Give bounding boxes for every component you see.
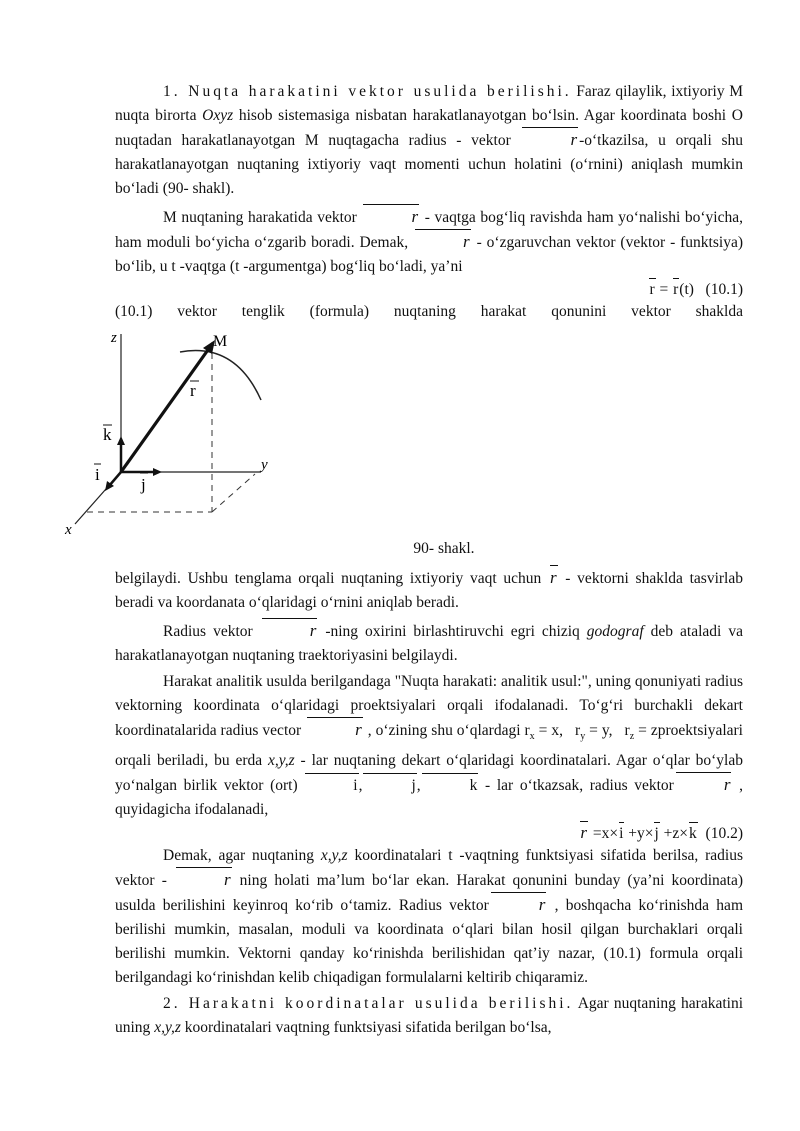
unit-vector-j-symbol: j [362, 774, 416, 798]
radius-vector-symbol: r [305, 718, 364, 742]
radius-vector-symbol: r [489, 893, 548, 917]
label-r: r [190, 381, 196, 401]
equation-number: (10.2) [705, 824, 743, 842]
radius-vector-symbol: r [674, 773, 733, 797]
paragraph-4: belgilaydi. Ushbu tenglama orqali nuqtaning ixtiyoriy vaqt uchun r - vektorni shaklda tasvirlab beradi va koordanata o‘qlaridagi o‘rnini aniqlab beradi. [115, 567, 743, 611]
label-k: k [103, 425, 112, 445]
radius-vector-symbol: r [361, 205, 420, 229]
label-j: j [141, 475, 146, 495]
section-heading-2: 2. Harakatni koordinatalar usulida berilishi. [163, 995, 574, 1013]
paragraph-1: 1. Nuqta harakatini vektor usulida berilishi. Faraz qilaylik, ixtiyoriy M nuqta birorta Oxyz hisob sistemasiga nisbatan harakatlanayotgan bo‘lsin. Agar koordinata boshi O nuqtadan harakatlanayotgan M nuqtagacha radius - vektor r -o‘tkazilsa, u orqali shu harakatlanayotgan nuqtaning ixtiyoriy vaqt momenti uchun holatini (o‘rnini) aniqlash mumkin bo‘ladi (90- shakl). [115, 83, 743, 197]
section-heading-1: 1. Nuqta harakatini vektor usulida berilishi. [163, 83, 572, 100]
projection-y [212, 474, 255, 512]
paragraph-8: 2. Harakatni koordinatalar usulida berilishi. Agar nuqtaning harakatini uning x,y,z koordinatalari vaqtning funktsiyasi sifatida berilgan bo‘lsa, [115, 995, 743, 1037]
radius-vector-symbol: r [520, 128, 579, 152]
label-i: i [95, 465, 100, 485]
figure-caption: 90- shakl. [413, 540, 475, 558]
label-x: x [65, 522, 72, 539]
unit-vector-j-arrowhead [153, 468, 162, 476]
paragraph-2: M nuqtaning harakatida vektor r - vaqtga bog‘liq ravishda ham yo‘nalishi bo‘yicha, ham moduli bo‘yicha o‘zgarib boradi. Demak, r - o‘zgaruvchan vektor (vektor - funktsiya) bo‘lib, u t -vaqtga (t -argumentga) bog‘liq bo‘ladi, ya’ni [115, 207, 743, 275]
equation-number: (10.1) [705, 281, 743, 298]
paragraph-5: Radius vektor r -ning oxirini birlashtiruvchi egri chiziq godograf deb ataladi va harakatlanayotgan nuqtaning traektoriyasini belgilaydi. [115, 620, 743, 664]
paragraph-6: Harakat analitik usulda berilgandaga "Nuqta harakati: analitik usul:", uning qonuniyati radius vektorning koordinata o‘qlaridagi proektsiyalari orqali ifodalanadi. To‘g‘ri burchakli dekart koordinatalarida radius vector r , o‘zining shu o‘qlardagi $r_x = x$, $r_y = y$, $r_z$ = zproektsiyalari orqali beriladi, bu erda x,y,z - lar nuqtaning dekart o‘qlaridagi koordinatalari. Agar o‘qlar bo‘ylab yo‘nalgan birlik vektor (ort) i, j, k - lar o‘tkazsak, radius vektor r , quyidagicha ifodalanadi, [115, 672, 743, 818]
paragraph-3: (10.1) vektor tenglik (formula) nuqtaning harakat qonunini vektor shaklda [115, 302, 743, 320]
equation-10-2: r =x×i +y×j +z×k (10.2) [115, 822, 743, 845]
coordinate-diagram [65, 322, 693, 538]
radius-vector-symbol: r [174, 868, 233, 892]
figure-90 [65, 322, 743, 539]
label-z: z [111, 330, 117, 347]
label-M: M [213, 333, 228, 351]
radius-vector-symbol: r [260, 619, 319, 643]
label-y: y [261, 457, 268, 474]
equation-10-1: r = r(t) (10.1) [115, 279, 743, 301]
radius-vector-arrow [121, 347, 210, 472]
unit-vector-k-symbol: k [421, 774, 479, 798]
paragraph-7: Demak, agar nuqtaning x,y,z koordinatalari t -vaqtning funktsiyasi sifatida berilsa, radius vektor - r ning holati ma’lum bo‘lar ekan. Harakat qonunini bunday (ya’ni koordinata) usulda berilishini keyinroq ko‘rib o‘tamiz. Radius vektor r , boshqacha ko‘rinishda ham berilishi mumkin, masalan, moduli va koordinata o‘qlari bilan hosil qilgan burchaklari orqali berilishi mumkin. Vektorni qanday ko‘rinishda berilishidan qat’iy nazar, (10.1) formula orqali berilgandagi ko‘rinishdan kelib chiqadigan formulalarni keltirib chiqaramiz. [115, 847, 743, 987]
radius-vector-symbol: r [548, 566, 559, 590]
unit-vector-i-symbol: i [304, 774, 358, 798]
radius-vector-symbol: r [413, 230, 472, 254]
document-page [65, 80, 743, 1040]
unit-vector-k-arrowhead [117, 436, 125, 445]
